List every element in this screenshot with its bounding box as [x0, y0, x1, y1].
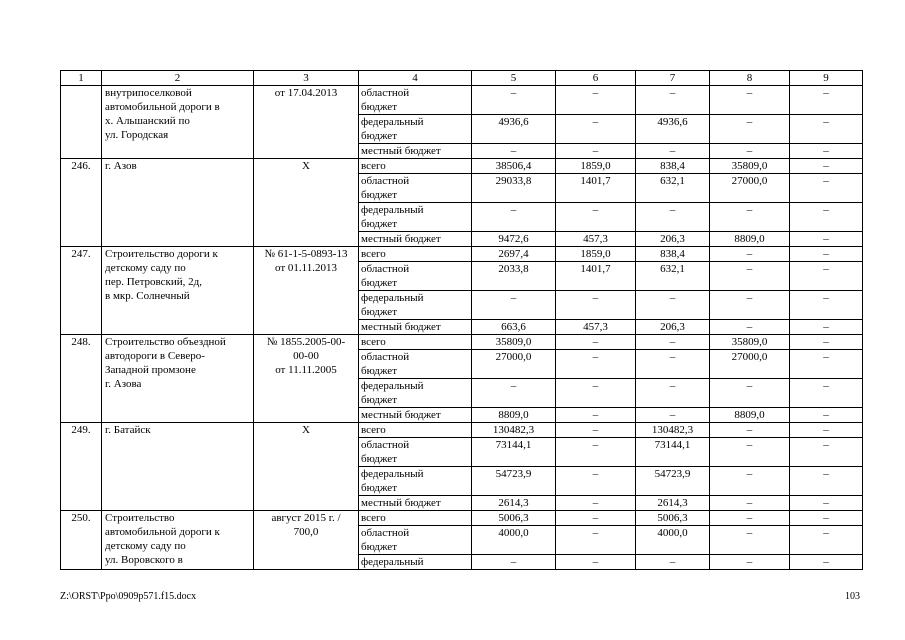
amount-cell: –: [790, 423, 863, 438]
amount-cell: 632,1: [636, 174, 710, 203]
amount-cell: 5006,3: [472, 511, 556, 526]
amount-cell: 130482,3: [472, 423, 556, 438]
amount-cell: –: [790, 350, 863, 379]
document-cell: август 2015 г. / 700,0: [254, 511, 359, 570]
column-header: 8: [710, 71, 790, 86]
amount-cell: 457,3: [556, 320, 636, 335]
amount-cell: 2614,3: [472, 496, 556, 511]
amount-cell: –: [710, 203, 790, 232]
amount-cell: –: [790, 408, 863, 423]
funding-source-cell: местный бюджет: [359, 496, 472, 511]
amount-cell: 2697,4: [472, 247, 556, 262]
funding-source-cell: всего: [359, 423, 472, 438]
amount-cell: 35809,0: [710, 159, 790, 174]
amount-cell: –: [710, 423, 790, 438]
table-body: [61, 71, 863, 570]
amount-cell: 632,1: [636, 262, 710, 291]
amount-cell: –: [790, 438, 863, 467]
column-header-row: [61, 71, 863, 86]
amount-cell: –: [710, 438, 790, 467]
amount-cell: –: [636, 144, 710, 159]
funding-source-cell: областной бюджет: [359, 174, 472, 203]
amount-cell: –: [636, 408, 710, 423]
column-header: 3: [254, 71, 359, 86]
amount-cell: –: [710, 144, 790, 159]
amount-cell: –: [790, 144, 863, 159]
amount-cell: –: [790, 159, 863, 174]
amount-cell: 73144,1: [636, 438, 710, 467]
funding-source-cell: федеральный бюджет: [359, 379, 472, 408]
amount-cell: –: [790, 86, 863, 115]
amount-cell: –: [472, 291, 556, 320]
amount-cell: 1401,7: [556, 262, 636, 291]
amount-cell: –: [636, 86, 710, 115]
funding-source-cell: федеральный бюджет: [359, 291, 472, 320]
amount-cell: 4000,0: [472, 526, 556, 555]
amount-cell: –: [790, 496, 863, 511]
funding-source-cell: областной бюджет: [359, 526, 472, 555]
document-cell: от 17.04.2013: [254, 86, 359, 159]
funding-source-cell: областной бюджет: [359, 262, 472, 291]
amount-cell: –: [636, 350, 710, 379]
column-header: 1: [61, 71, 102, 86]
amount-cell: –: [556, 438, 636, 467]
column-header: 2: [102, 71, 254, 86]
amount-cell: 35809,0: [710, 335, 790, 350]
amount-cell: 27000,0: [472, 350, 556, 379]
funding-source-cell: местный бюджет: [359, 408, 472, 423]
amount-cell: –: [556, 408, 636, 423]
amount-cell: –: [556, 335, 636, 350]
amount-cell: 73144,1: [472, 438, 556, 467]
amount-cell: –: [556, 467, 636, 496]
column-header: 6: [556, 71, 636, 86]
table-row: [61, 335, 863, 350]
column-header: 5: [472, 71, 556, 86]
table-row: [61, 86, 863, 115]
amount-cell: –: [710, 320, 790, 335]
amount-cell: –: [790, 320, 863, 335]
amount-cell: –: [556, 423, 636, 438]
funding-source-cell: областной бюджет: [359, 350, 472, 379]
amount-cell: –: [710, 511, 790, 526]
amount-cell: –: [556, 496, 636, 511]
funding-source-cell: федеральный: [359, 555, 472, 570]
amount-cell: –: [556, 203, 636, 232]
amount-cell: –: [790, 203, 863, 232]
table-row: [61, 159, 863, 174]
funding-source-cell: областной бюджет: [359, 438, 472, 467]
funding-source-cell: местный бюджет: [359, 144, 472, 159]
amount-cell: 457,3: [556, 232, 636, 247]
document-cell: № 1855.2005-00- 00-00 от 11.11.2005: [254, 335, 359, 423]
object-name-cell: г. Азов: [102, 159, 254, 247]
document-cell: № 61-1-5-0893-13 от 01.11.2013: [254, 247, 359, 335]
amount-cell: 8809,0: [710, 232, 790, 247]
amount-cell: 130482,3: [636, 423, 710, 438]
amount-cell: –: [710, 247, 790, 262]
amount-cell: –: [472, 86, 556, 115]
amount-cell: 5006,3: [636, 511, 710, 526]
row-number-cell: 249.: [61, 423, 102, 511]
amount-cell: –: [790, 379, 863, 408]
amount-cell: –: [556, 115, 636, 144]
amount-cell: –: [556, 526, 636, 555]
amount-cell: –: [636, 291, 710, 320]
amount-cell: –: [636, 335, 710, 350]
amount-cell: 38506,4: [472, 159, 556, 174]
funding-source-cell: областной бюджет: [359, 86, 472, 115]
amount-cell: –: [790, 262, 863, 291]
amount-cell: –: [710, 555, 790, 570]
amount-cell: 27000,0: [710, 174, 790, 203]
row-number-cell: 250.: [61, 511, 102, 570]
amount-cell: 838,4: [636, 159, 710, 174]
document-cell: Х: [254, 423, 359, 511]
amount-cell: 2614,3: [636, 496, 710, 511]
amount-cell: 54723,9: [472, 467, 556, 496]
row-number-cell: [61, 86, 102, 159]
amount-cell: 2033,8: [472, 262, 556, 291]
column-header: 4: [359, 71, 472, 86]
amount-cell: –: [636, 379, 710, 408]
amount-cell: –: [556, 511, 636, 526]
amount-cell: –: [556, 86, 636, 115]
amount-cell: –: [790, 335, 863, 350]
funding-source-cell: федеральный бюджет: [359, 203, 472, 232]
amount-cell: 8809,0: [710, 408, 790, 423]
amount-cell: 206,3: [636, 320, 710, 335]
budget-table: [60, 70, 863, 570]
amount-cell: 663,6: [472, 320, 556, 335]
amount-cell: –: [710, 115, 790, 144]
funding-source-cell: местный бюджет: [359, 232, 472, 247]
amount-cell: –: [472, 555, 556, 570]
funding-source-cell: всего: [359, 511, 472, 526]
funding-source-cell: всего: [359, 247, 472, 262]
object-name-cell: г. Батайск: [102, 423, 254, 511]
funding-source-cell: федеральный бюджет: [359, 467, 472, 496]
amount-cell: –: [636, 203, 710, 232]
object-name-cell: Строительство автомобильной дороги к детскому саду по ул. Воровского в: [102, 511, 254, 570]
amount-cell: –: [790, 291, 863, 320]
table-row: [61, 511, 863, 526]
amount-cell: –: [636, 555, 710, 570]
amount-cell: 27000,0: [710, 350, 790, 379]
amount-cell: –: [710, 86, 790, 115]
amount-cell: –: [710, 526, 790, 555]
amount-cell: 8809,0: [472, 408, 556, 423]
amount-cell: –: [556, 144, 636, 159]
page-number: 103: [845, 591, 860, 602]
amount-cell: –: [556, 350, 636, 379]
amount-cell: –: [790, 555, 863, 570]
amount-cell: –: [472, 144, 556, 159]
amount-cell: 29033,8: [472, 174, 556, 203]
amount-cell: –: [710, 467, 790, 496]
amount-cell: 206,3: [636, 232, 710, 247]
amount-cell: 35809,0: [472, 335, 556, 350]
amount-cell: 4936,6: [472, 115, 556, 144]
amount-cell: –: [790, 115, 863, 144]
amount-cell: –: [710, 262, 790, 291]
amount-cell: 54723,9: [636, 467, 710, 496]
amount-cell: 1859,0: [556, 247, 636, 262]
table-row: [61, 247, 863, 262]
amount-cell: –: [790, 174, 863, 203]
object-name-cell: Строительство объездной автодороги в Северо- Западной промзоне г. Азова: [102, 335, 254, 423]
funding-source-cell: местный бюджет: [359, 320, 472, 335]
amount-cell: –: [790, 467, 863, 496]
amount-cell: –: [472, 379, 556, 408]
amount-cell: –: [710, 379, 790, 408]
amount-cell: –: [790, 526, 863, 555]
amount-cell: 838,4: [636, 247, 710, 262]
object-name-cell: Строительство дороги к детскому саду по пер. Петровский, 2д, в мкр. Солнечный: [102, 247, 254, 335]
amount-cell: –: [556, 379, 636, 408]
object-name-cell: внутрипоселковой автомобильной дороги в х. Альшанский по ул. Городская: [102, 86, 254, 159]
amount-cell: –: [790, 247, 863, 262]
amount-cell: –: [556, 291, 636, 320]
footer-file-path: Z:\ORST\Ppo\0909p571.f15.docx: [60, 591, 197, 602]
row-number-cell: 248.: [61, 335, 102, 423]
amount-cell: 1401,7: [556, 174, 636, 203]
amount-cell: –: [790, 511, 863, 526]
row-number-cell: 246.: [61, 159, 102, 247]
amount-cell: 4936,6: [636, 115, 710, 144]
funding-source-cell: всего: [359, 159, 472, 174]
table-row: [61, 423, 863, 438]
amount-cell: –: [790, 232, 863, 247]
amount-cell: –: [710, 291, 790, 320]
column-header: 9: [790, 71, 863, 86]
amount-cell: 1859,0: [556, 159, 636, 174]
funding-source-cell: всего: [359, 335, 472, 350]
amount-cell: 4000,0: [636, 526, 710, 555]
amount-cell: –: [710, 496, 790, 511]
row-number-cell: 247.: [61, 247, 102, 335]
amount-cell: –: [556, 555, 636, 570]
column-header: 7: [636, 71, 710, 86]
funding-source-cell: федеральный бюджет: [359, 115, 472, 144]
amount-cell: 9472,6: [472, 232, 556, 247]
amount-cell: –: [472, 203, 556, 232]
document-cell: Х: [254, 159, 359, 247]
